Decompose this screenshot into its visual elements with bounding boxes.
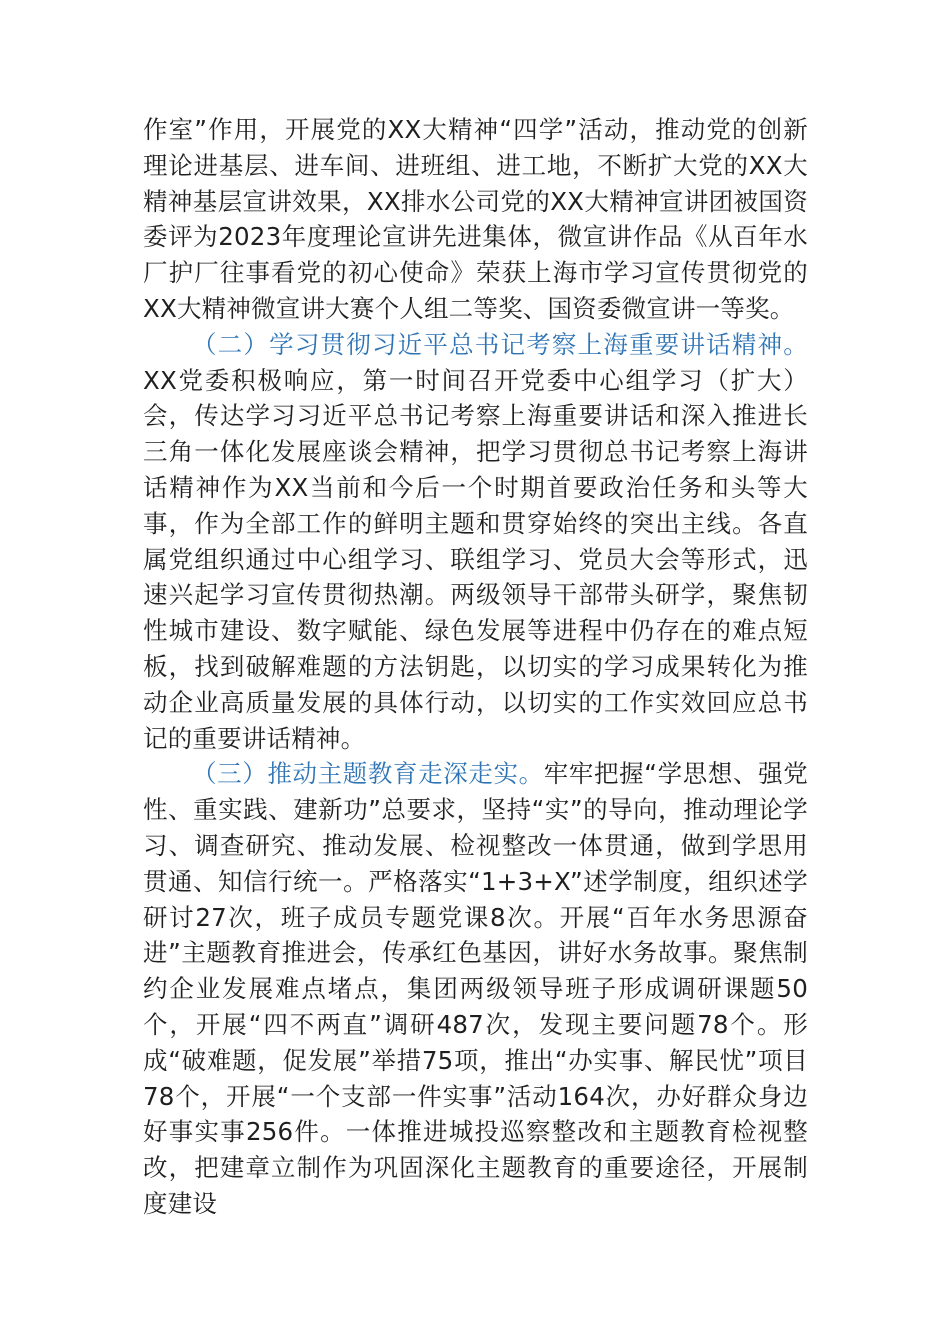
paragraph-text: XX党委积极响应，第一时间召开党委中心组学习（扩大）会，传达学习习近平总书记考察上海重要讲话和深入推进长三角一体化发展座谈会精神，把学习贯彻总书记考察上海讲话精神作为XX当前和今后一个时期首要政治任务和头等大事，作为全部工作的鲜明主题和贯穿始终的突出主线。各直属党组织通过中心组学习、联组学习、党员大会等形式，迅速兴起学习宣传贯彻热潮。两级领导干部带头研学，聚焦韧性城市建设、数字赋能、绿色发展等进程中仍存在的难点短板，找到破解难题的方法钥匙，以切实的学习成果转化为推动企业高质量发展的具体行动，以切实的工作实效回应总书记的重要讲话精神。 bbox=[143, 365, 808, 753]
section-heading-2: （二）学习贯彻习近平总书记考察上海重要讲话精神。 bbox=[192, 329, 808, 359]
paragraph-text: 牢牢把握“学思想、强党性、重实践、建新功”总要求，坚持“实”的导向，推动理论学习、调查研究、推动发展、检视整改一体贯通，做到学思用贯通、知信行统一。严格落实“1+3+X”述学制度，组织述学研讨27次，班子成员专题党课8次。开展“百年水务思源奋进”主题教育推进会，传承红色基因，讲好水务故事。聚焦制约企业发展难点堵点，集团两级领导班子形成调研课题50个，开展“四不两直”调研487次，发现主要问题78个。形成“破难题，促发展”举措75项，推出“办实事、解民忧”项目78个，开展“一个支部一件实事”活动164次，办好群众身边好事实事256件。一体推进城投巡察整改和主题教育检视整改，把建章立制作为巩固深化主题教育的重要途径，开展制度建设 bbox=[143, 759, 808, 1218]
paragraph-section-3 bbox=[143, 756, 808, 1221]
section-heading-3: （三）推动主题教育走深走实。 bbox=[192, 759, 544, 789]
paragraph-text: 作室”作用，开展党的XX大精神“四学”活动，推动党的创新理论进基层、进车间、进班组、进工地，不断扩大党的XX大精神基层宣讲效果，XX排水公司党的XX大精神宣讲团被国资委评为2023年度理论宣讲先进集体，微宣讲作品《从百年水厂护厂往事看党的初心使命》荣获上海市学习宣传贯彻党的XX大精神微宣讲大赛个人组二等奖、国资委微宣讲一等奖。 bbox=[143, 115, 808, 323]
paragraph-section-2 bbox=[143, 327, 808, 757]
document-body bbox=[143, 112, 808, 1222]
paragraph-continued bbox=[143, 112, 808, 327]
